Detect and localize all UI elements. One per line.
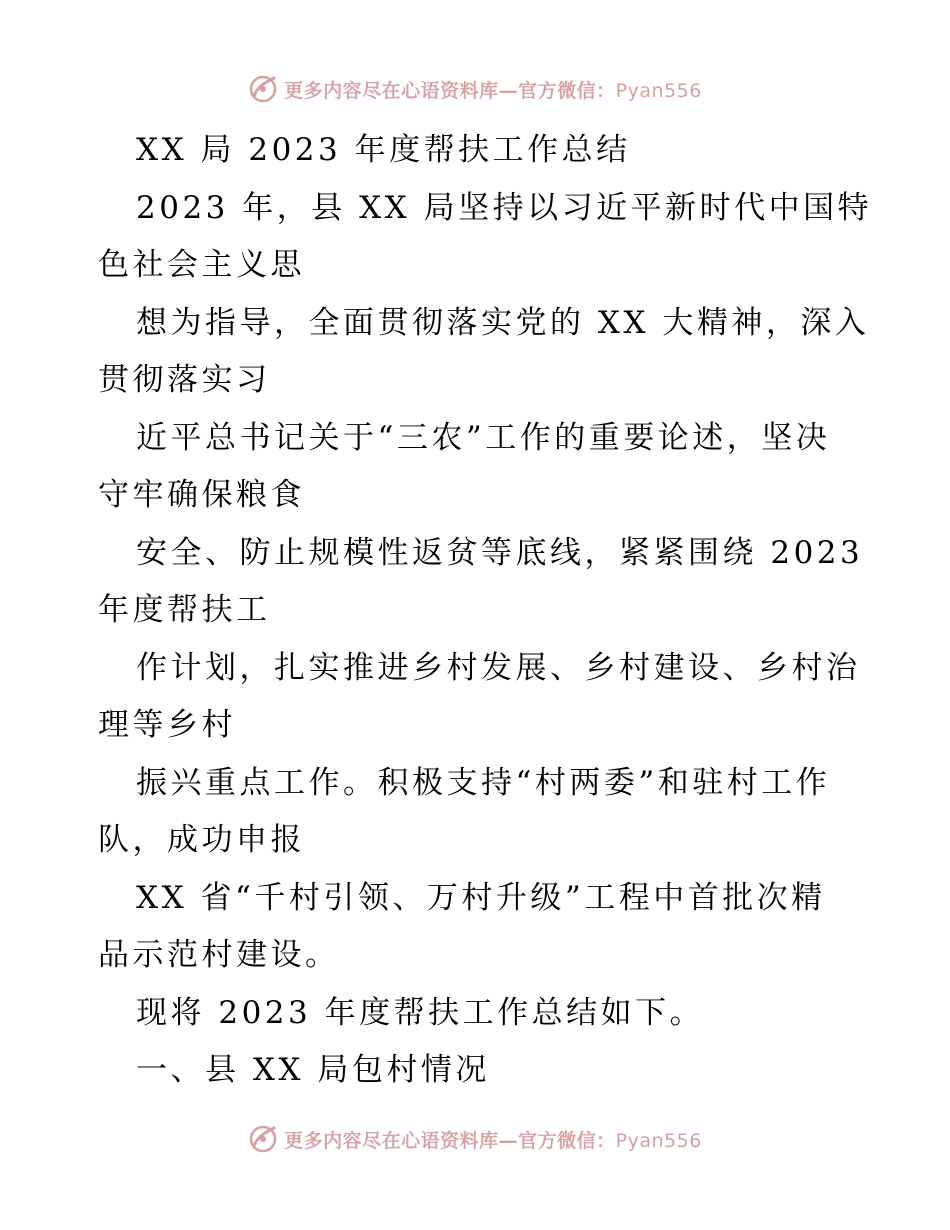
text-line: 近平总书记关于“三农”工作的重要论述，坚决: [136, 419, 831, 456]
text-line: 品示范村建设。: [98, 937, 340, 973]
pen-logo-icon: [248, 1124, 278, 1154]
text-line: 安全、防止规模性返贫等底线，紧紧围绕 2023: [136, 534, 864, 571]
text-line: 现将 2023 年度帮扶工作总结如下。: [136, 994, 705, 1031]
text-line: 贯彻落实习: [98, 362, 271, 398]
watermark-header: [0, 72, 950, 106]
text-line: 振兴重点工作。积极支持“村两委”和驻村工作: [136, 764, 831, 801]
text-line: 想为指导，全面贯彻落实党的 XX 大精神，深入: [136, 304, 870, 341]
text-line: 守牢确保粮食: [98, 477, 305, 513]
document-body: [98, 122, 873, 1100]
text-line: XX 局 2023 年度帮扶工作总结: [136, 132, 631, 168]
text-line: 理等乡村: [98, 707, 236, 743]
watermark-footer: [0, 1122, 950, 1156]
text-line: 作计划，扎实推进乡村发展、乡村建设、乡村治: [136, 649, 861, 686]
text-line: 年度帮扶工: [98, 592, 271, 628]
watermark-text: 更多内容尽在心语资料库—官方微信：Pyan556: [284, 1129, 702, 1152]
watermark-text: 更多内容尽在心语资料库—官方微信：Pyan556: [284, 79, 702, 102]
text-line: 色社会主义思: [98, 247, 305, 283]
text-line: 一、县 XX 局包村情况: [136, 1052, 490, 1088]
pen-logo-icon: [248, 74, 278, 104]
text-line: 2023 年，县 XX 局坚持以习近平新时代中国特: [136, 189, 873, 226]
text-line: 队，成功申报: [98, 822, 305, 858]
text-line: XX 省“千村引领、万村升级”工程中首批次精: [136, 879, 826, 916]
